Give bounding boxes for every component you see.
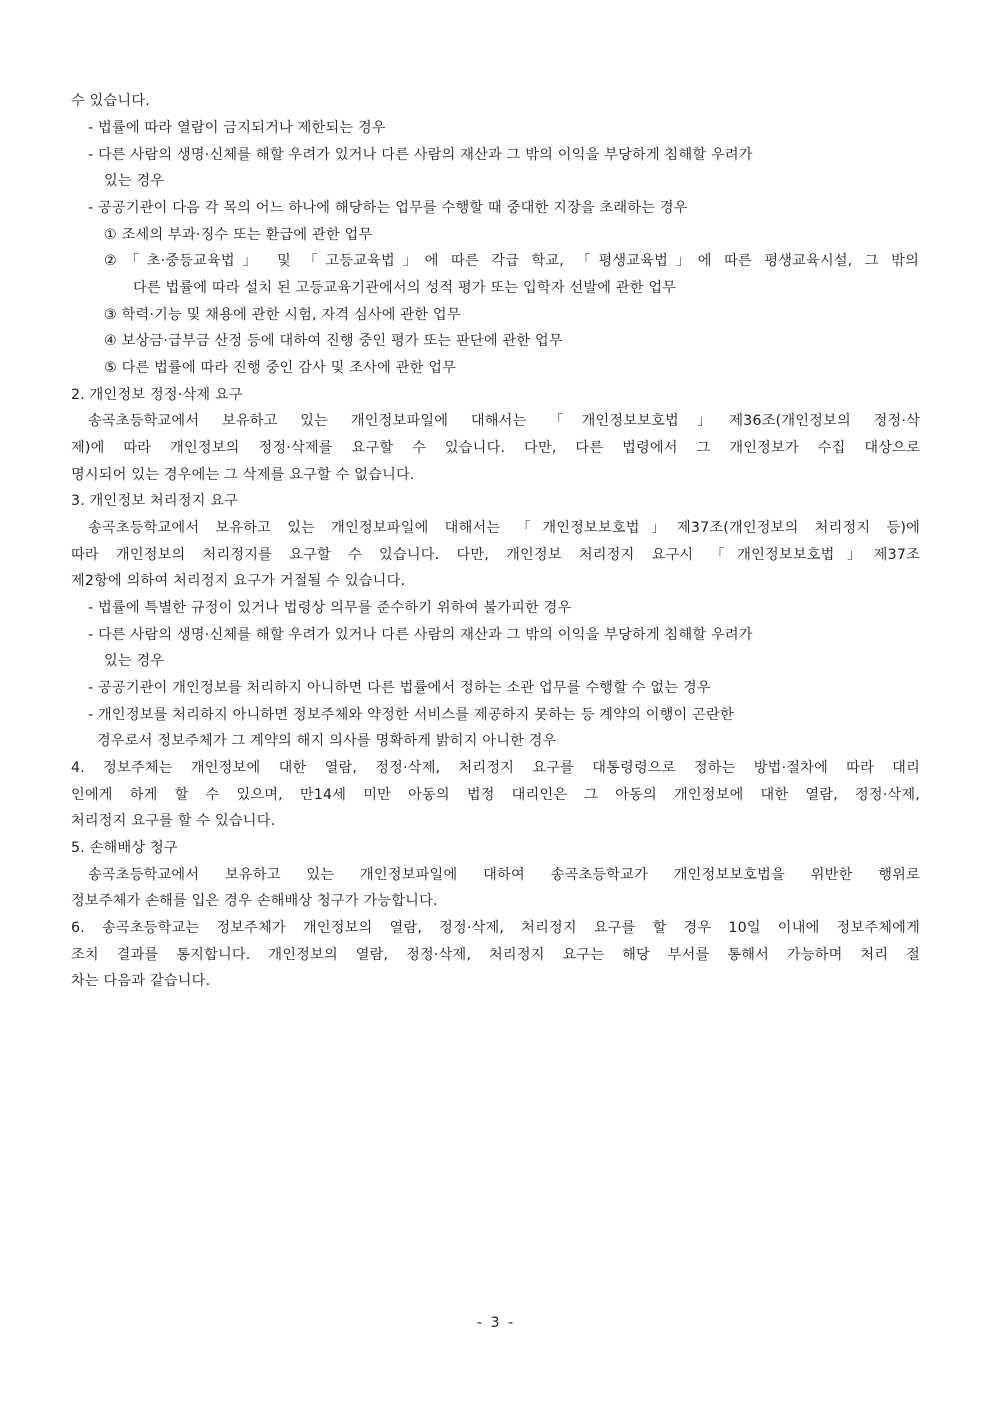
text-line: 제2항에 의하여 처리정지 요구가 거절될 수 있습니다. [71, 573, 406, 589]
text-line: 6. 송곡초등학교는 정보주체가 개인정보의 열람, 정정·삭제, 처리정지 요구를 할 경우 10일 이내에 정보주체에게 [71, 920, 920, 936]
text-line: - 다른 사람의 생명·신체를 해할 우려가 있거나 다른 사람의 재산과 그 밖의 이익을 부당하게 침해할 우려가 [88, 147, 753, 163]
text-line: 송곡초등학교에서 보유하고 있는 개인정보파일에 대해서는 「개인정보보호법」제36조(개인정보의 정정·삭 [88, 413, 920, 429]
text-line: 다른 법률에 따라 설치 된 고등교육기관에서의 성적 평가 또는 입학자 선발에 관한 업무 [133, 280, 677, 296]
text-line: 송곡초등학교에서 보유하고 있는 개인정보파일에 대해서는 「개인정보보호법」제37조(개인정보의 처리정지 등)에 [88, 520, 920, 536]
text-line: 제)에 따라 개인정보의 정정·삭제를 요구할 수 있습니다. 다만, 다른 법령에서 그 개인정보가 수집 대상으로 [71, 440, 920, 456]
text-line: 명시되어 있는 경우에는 그 삭제를 요구할 수 없습니다. [71, 467, 415, 483]
text-line: 처리정지 요구를 할 수 있습니다. [71, 813, 276, 829]
text-line: - 법률에 특별한 규정이 있거나 법령상 의무를 준수하기 위하여 불가피한 경우 [88, 600, 572, 616]
text-line: 인에게 하게 할 수 있으며, 만14세 미만 아동의 법정 대리인은 그 아동의 개인정보에 대한 열람, 정정·삭제, [71, 787, 920, 803]
text-line: - 공공기관이 개인정보를 처리하지 아니하면 다른 법률에서 정하는 소관 업무를 수행할 수 없는 경우 [88, 680, 711, 696]
text-line: 송곡초등학교에서 보유하고 있는 개인정보파일에 대하여 송곡초등학교가 개인정보보호법을 위반한 행위로 [88, 867, 920, 883]
text-line: 조치 결과를 통지합니다. 개인정보의 열람, 정정·삭제, 처리정지 요구는 해당 부서를 통해서 가능하며 처리 절 [71, 947, 920, 963]
text-line: - 개인정보를 처리하지 아니하면 정보주체와 약정한 서비스를 제공하지 못하는 등 계약의 이행이 곤란한 [88, 707, 734, 723]
text-line: ②「초·중등교육법」 및 「고등교육법」에 따른 각급 학교, 「평생교육법」에 따른 평생교육시설, 그 밖의 [104, 253, 919, 269]
text-line: 차는 다음과 같습니다. [71, 973, 211, 989]
section-heading: 2. 개인정보 정정·삭제 요구 [71, 387, 243, 403]
text-line: ⑤ 다른 법률에 따라 진행 중인 감사 및 조사에 관한 업무 [104, 360, 457, 376]
text-line: 있는 경우 [104, 653, 165, 669]
text-line: 정보주체가 손해를 입은 경우 손해배상 청구가 가능합니다. [71, 893, 438, 909]
text-line: - 법률에 따라 열람이 금지되거나 제한되는 경우 [88, 120, 386, 136]
section-heading: 3. 개인정보 처리정지 요구 [71, 493, 239, 509]
text-line: 수 있습니다. [71, 93, 150, 109]
page-number: - 3 - [476, 1315, 516, 1331]
text-line: 경우로서 정보주체가 그 계약의 해지 의사를 명확하게 밝히지 아니한 경우 [97, 733, 557, 749]
text-line: - 다른 사람의 생명·신체를 해할 우려가 있거나 다른 사람의 재산과 그 밖의 이익을 부당하게 침해할 우려가 [88, 627, 753, 643]
text-line: 있는 경우 [104, 173, 165, 189]
section-heading: 5. 손해배상 청구 [71, 840, 178, 856]
text-line: - 공공기관이 다음 각 목의 어느 하나에 해당하는 업무를 수행할 때 중대한 지장을 초래하는 경우 [88, 200, 688, 216]
text-line: ③ 학력·기능 및 채용에 관한 시험, 자격 심사에 관한 업무 [104, 307, 461, 323]
text-line: 따라 개인정보의 처리정지를 요구할 수 있습니다. 다만, 개인정보 처리정지 요구시 「개인정보보호법」제37조 [71, 547, 920, 563]
text-line: 4. 정보주체는 개인정보에 대한 열람, 정정·삭제, 처리정지 요구를 대통령령으로 정하는 방법·절차에 따라 대리 [71, 760, 920, 776]
text-line: ④ 보상금·급부금 산정 등에 대하여 진행 중인 평가 또는 판단에 관한 업무 [104, 333, 563, 349]
text-line: ① 조세의 부과·징수 또는 환급에 관한 업무 [104, 227, 373, 243]
